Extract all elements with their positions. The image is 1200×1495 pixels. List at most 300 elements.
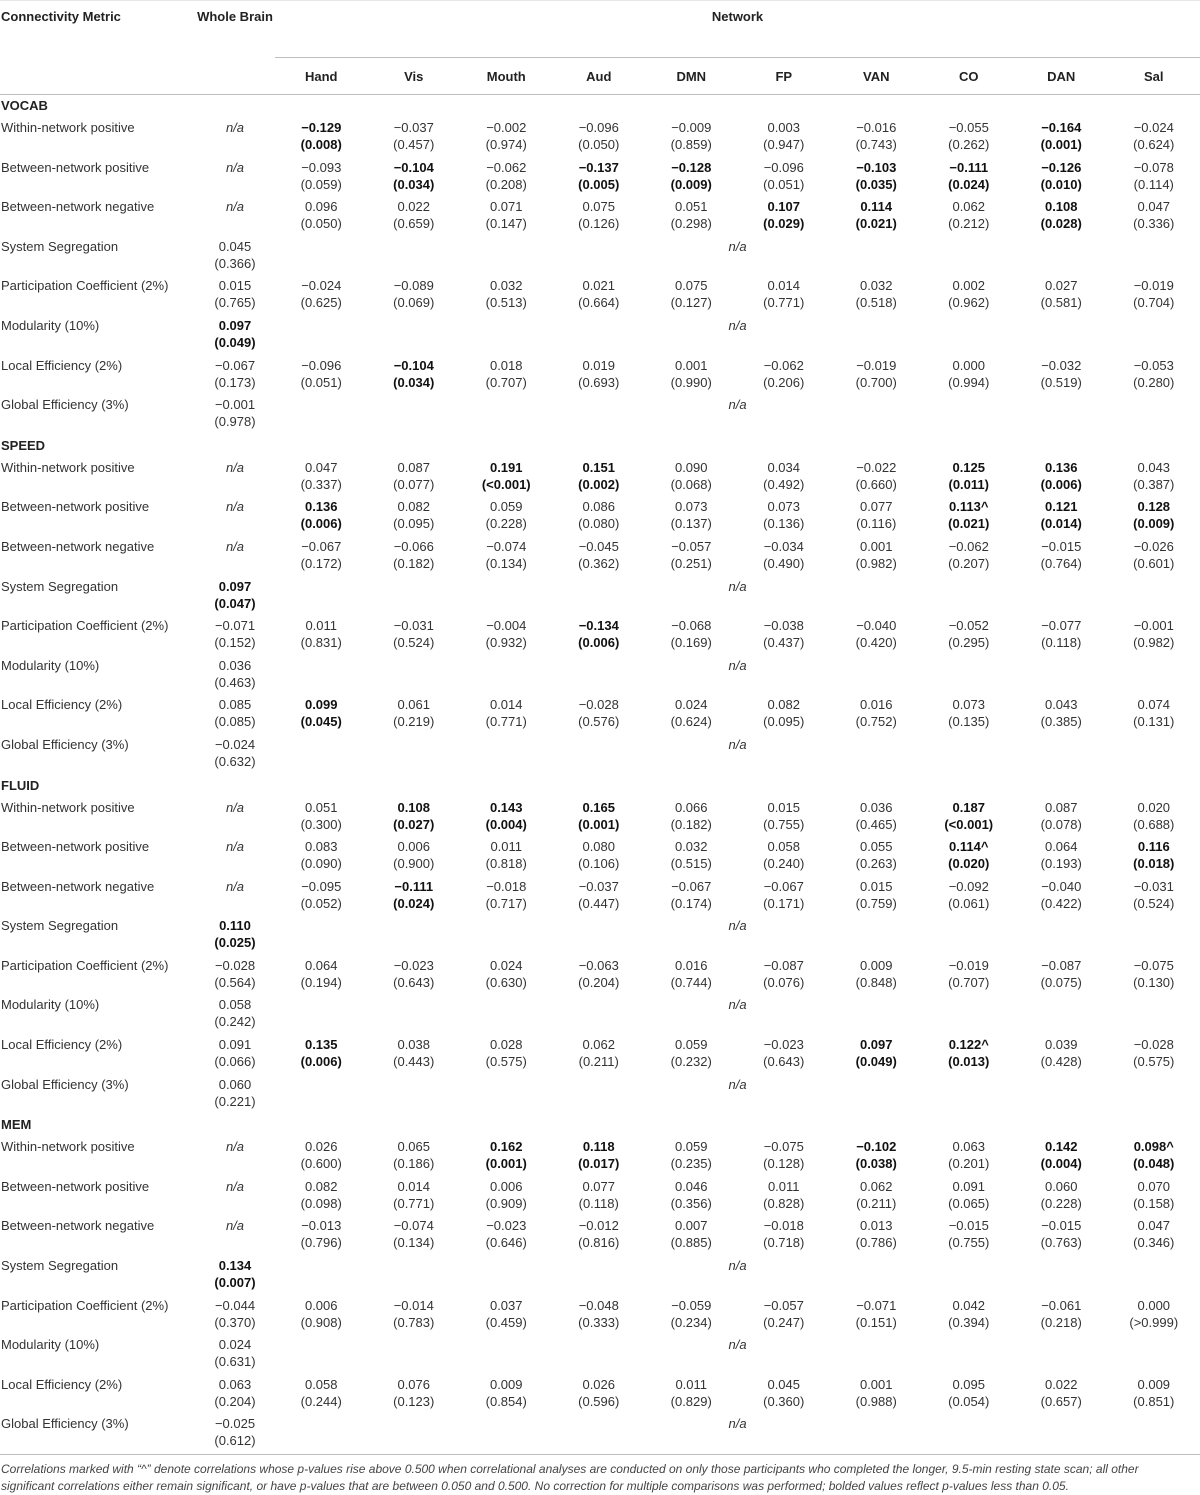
p-value: (0.116) [830,515,923,532]
correlation-value: −0.062 [923,538,1016,555]
correlation-value: 0.000 [923,357,1016,374]
p-value: (0.443) [368,1053,461,1070]
correlation-value: 0.011 [460,838,553,855]
p-value: (0.693) [553,374,646,391]
network-cell-hand [275,158,368,198]
p-value: (0.006) [275,1053,368,1070]
correlation-value: 0.075 [645,277,738,294]
correlation-value: −0.015 [1015,538,1108,555]
p-value: (0.513) [460,294,553,311]
network-cell-dmn [645,118,738,158]
section-title: FLUID [0,775,1200,798]
correlation-value: 0.026 [553,1376,646,1393]
correlation-value: 0.162 [460,1138,553,1155]
p-value: (0.978) [195,413,275,430]
p-value: (0.831) [275,634,368,651]
p-value: (0.137) [645,515,738,532]
network-cell-fp [738,276,831,316]
network-cell-dan [1015,1216,1108,1256]
correlation-value: 0.009 [1108,1376,1200,1393]
p-value: (0.242) [195,1013,275,1030]
network-cell-aud [553,497,646,537]
whole-brain-cell [195,735,275,775]
metric-label: Within-network positive [0,1137,195,1177]
p-value: (0.006) [1015,476,1108,493]
network-cell-sal [1108,197,1200,237]
correlation-value: −0.134 [553,617,646,634]
p-value: (0.247) [738,1314,831,1331]
whole-brain-cell [195,956,275,996]
p-value: (0.295) [923,634,1016,651]
p-value: (0.463) [195,674,275,691]
network-cell-vis [368,497,461,537]
whole-brain-cell [195,316,275,356]
network-cell-dan [1015,1296,1108,1336]
correlation-value: −0.129 [275,119,368,136]
correlation-value: 0.096 [275,198,368,215]
p-value: (0.173) [195,374,275,391]
p-value: (0.090) [275,855,368,872]
network-cell-mouth [460,1137,553,1177]
table-row [0,1414,1200,1454]
network-cell-dmn [645,458,738,498]
network-cell-aud [553,1375,646,1415]
correlation-value: 0.011 [645,1376,738,1393]
network-cell-co [923,158,1016,198]
p-value: (0.816) [553,1234,646,1251]
table-row [0,1375,1200,1415]
correlation-value: 0.014 [738,277,831,294]
table-row [0,577,1200,617]
table-row [0,1216,1200,1256]
network-cell-dmn [645,798,738,838]
network-cell-fp [738,956,831,996]
correlation-value: −0.040 [830,617,923,634]
header-network-van: VAN [830,58,923,95]
network-cell-co [923,497,1016,537]
correlation-value: 0.037 [460,1297,553,1314]
network-cell-mouth [460,537,553,577]
correlation-value: 0.082 [738,696,831,713]
correlation-value: −0.026 [1108,538,1200,555]
correlation-value: −0.087 [738,957,831,974]
network-cell-van [830,798,923,838]
network-cell-fp [738,158,831,198]
correlation-value: −0.052 [923,617,1016,634]
table-footnote: Correlations marked with “^” denote correlations whose p-values rise above 0.500 when correlational analyses are conducted on only those participants who completed the longer, 9.5-min resting state scan; all other significant correlations either remain significant, or have p-values that are between 0.050 and 0.500. No correction for multiple comparisons was performed; bolded values reflect p-values less than 0.05. [0,1455,1191,1495]
correlation-value: −0.024 [195,736,275,753]
network-cell-mouth [460,158,553,198]
network-cell-sal [1108,118,1200,158]
network-cell-dmn [645,695,738,735]
correlation-value: 0.028 [460,1036,553,1053]
p-value: (0.657) [1015,1393,1108,1410]
table-row [0,1177,1200,1217]
correlation-value: −0.028 [553,696,646,713]
network-cell-fp [738,497,831,537]
network-cell-vis [368,537,461,577]
network-cell-fp [738,1216,831,1256]
p-value: (0.688) [1108,816,1200,833]
correlation-value: 0.009 [830,957,923,974]
p-value: (0.171) [738,895,831,912]
network-cell-co [923,118,1016,158]
correlation-value: −0.071 [195,617,275,634]
network-cell-van [830,1296,923,1336]
p-value: (0.186) [368,1155,461,1172]
network-cell-mouth [460,1216,553,1256]
correlation-value: −0.019 [830,357,923,374]
correlation-value: 0.151 [553,459,646,476]
correlation-value: 0.058 [195,996,275,1013]
p-value: (0.024) [368,895,461,912]
table-row [0,158,1200,198]
whole-brain-cell [195,1075,275,1115]
metric-label: Within-network positive [0,118,195,158]
network-na-cell: n/a [275,1414,1200,1454]
network-cell-co [923,1137,1016,1177]
table-row [0,1256,1200,1296]
p-value: (0.006) [275,515,368,532]
correlation-value: 0.047 [275,459,368,476]
network-cell-mouth [460,1296,553,1336]
p-value: (0.300) [275,816,368,833]
table-body [0,95,1200,1455]
network-cell-van [830,356,923,396]
network-cell-fp [738,798,831,838]
metric-label: Participation Coefficient (2%) [0,956,195,996]
metric-label: Modularity (10%) [0,656,195,696]
correlation-value: 0.086 [553,498,646,515]
correlation-value: −0.022 [830,459,923,476]
correlation-value: −0.104 [368,357,461,374]
correlation-value: −0.004 [460,617,553,634]
p-value: (0.020) [923,855,1016,872]
whole-brain-cell [195,356,275,396]
network-cell-sal [1108,458,1200,498]
network-cell-hand [275,695,368,735]
network-cell-aud [553,458,646,498]
p-value: (0.182) [368,555,461,572]
correlation-value: 0.114 [830,198,923,215]
correlation-value: 0.062 [830,1178,923,1195]
network-cell-mouth [460,1035,553,1075]
header-network-dan: DAN [1015,58,1108,95]
network-cell-co [923,956,1016,996]
metric-label: Local Efficiency (2%) [0,356,195,396]
p-value: (0.854) [460,1393,553,1410]
p-value: (0.009) [1108,515,1200,532]
p-value: (0.625) [275,294,368,311]
correlation-value: 0.091 [923,1178,1016,1195]
correlation-value: 0.062 [923,198,1016,215]
correlation-value: 0.110 [195,917,275,934]
network-cell-co [923,695,1016,735]
p-value: (0.982) [1108,634,1200,651]
network-cell-dan [1015,1375,1108,1415]
p-value: (0.664) [553,294,646,311]
correlation-value: −0.044 [195,1297,275,1314]
network-cell-aud [553,118,646,158]
whole-brain-cell: n/a [195,1216,275,1256]
correlation-value: −0.087 [1015,957,1108,974]
correlation-value: 0.091 [195,1036,275,1053]
p-value: (0.118) [553,1195,646,1212]
whole-brain-cell [195,1296,275,1336]
p-value: (0.962) [923,294,1016,311]
p-value: (0.077) [368,476,461,493]
p-value: (0.518) [830,294,923,311]
correlation-value: −0.002 [460,119,553,136]
network-na-cell: n/a [275,1075,1200,1115]
p-value: (0.333) [553,1314,646,1331]
p-value: (0.095) [738,713,831,730]
p-value: (0.437) [738,634,831,651]
correlation-value: −0.019 [923,957,1016,974]
section-row-mem [0,1114,1200,1137]
correlation-value: 0.059 [645,1036,738,1053]
network-cell-vis [368,1035,461,1075]
correlation-value: 0.060 [195,1076,275,1093]
correlation-value: 0.000 [1108,1297,1200,1314]
p-value: (0.600) [275,1155,368,1172]
correlation-value: 0.015 [738,799,831,816]
correlation-value: 0.063 [195,1376,275,1393]
network-cell-dmn [645,497,738,537]
metric-label: Participation Coefficient (2%) [0,616,195,656]
p-value: (<0.001) [923,816,1016,833]
correlation-value: −0.071 [830,1297,923,1314]
metric-label: Between-network negative [0,877,195,917]
network-na-cell: n/a [275,1335,1200,1375]
p-value: (0.013) [923,1053,1016,1070]
p-value: (0.771) [460,713,553,730]
network-cell-sal [1108,158,1200,198]
network-cell-vis [368,197,461,237]
correlation-value: 0.090 [645,459,738,476]
p-value: (0.457) [368,136,461,153]
table-row [0,695,1200,735]
header-network-sal: Sal [1108,58,1200,95]
network-cell-dmn [645,837,738,877]
network-cell-aud [553,1216,646,1256]
network-cell-dmn [645,1177,738,1217]
header-network-fp: FP [738,58,831,95]
correlation-value: 0.006 [460,1178,553,1195]
correlation-value: 0.032 [830,277,923,294]
p-value: (0.262) [923,136,1016,153]
p-value: (0.298) [645,215,738,232]
network-cell-aud [553,158,646,198]
whole-brain-cell [195,616,275,656]
metric-label: Modularity (10%) [0,995,195,1035]
network-cell-mouth [460,497,553,537]
correlation-value: −0.013 [275,1217,368,1234]
correlation-value: 0.136 [1015,459,1108,476]
p-value: (0.263) [830,855,923,872]
network-cell-van [830,537,923,577]
p-value: (0.076) [738,974,831,991]
p-value: (0.575) [460,1053,553,1070]
network-cell-sal [1108,276,1200,316]
p-value: (0.069) [368,294,461,311]
p-value: (0.211) [553,1053,646,1070]
p-value: (0.717) [460,895,553,912]
p-value: (0.704) [1108,294,1200,311]
p-value: (0.001) [1015,136,1108,153]
correlation-value: 0.055 [830,838,923,855]
correlation-value: −0.009 [645,119,738,136]
network-cell-aud [553,276,646,316]
p-value: (0.765) [195,294,275,311]
p-value: (0.047) [195,595,275,612]
table-row [0,458,1200,498]
whole-brain-cell: n/a [195,497,275,537]
whole-brain-cell [195,395,275,435]
table-row [0,916,1200,956]
correlation-value: 0.076 [368,1376,461,1393]
correlation-value: −0.059 [645,1297,738,1314]
metric-label: Within-network positive [0,798,195,838]
whole-brain-cell: n/a [195,877,275,917]
correlation-value: −0.001 [1108,617,1200,634]
network-cell-dmn [645,356,738,396]
network-cell-dan [1015,458,1108,498]
metric-label: System Segregation [0,916,195,956]
p-value: (0.576) [553,713,646,730]
correlation-value: 0.191 [460,459,553,476]
p-value: (0.771) [368,1195,461,1212]
network-cell-van [830,276,923,316]
p-value: (0.075) [1015,974,1108,991]
network-cell-fp [738,118,831,158]
correlation-value: −0.031 [368,617,461,634]
section-title: VOCAB [0,95,1200,119]
p-value: (0.851) [1108,1393,1200,1410]
whole-brain-cell [195,276,275,316]
network-cell-fp [738,877,831,917]
p-value: (0.007) [195,1274,275,1291]
network-cell-van [830,158,923,198]
p-value: (0.151) [830,1314,923,1331]
metric-label: Modularity (10%) [0,1335,195,1375]
network-cell-van [830,1375,923,1415]
p-value: (0.204) [195,1393,275,1410]
p-value: (0.228) [1015,1195,1108,1212]
p-value: (0.001) [553,816,646,833]
correlation-value: 0.046 [645,1178,738,1195]
network-cell-aud [553,1035,646,1075]
network-cell-aud [553,877,646,917]
network-cell-dan [1015,356,1108,396]
p-value: (0.994) [923,374,1016,391]
p-value: (0.974) [460,136,553,153]
whole-brain-cell: n/a [195,158,275,198]
correlation-value: −0.001 [195,396,275,413]
correlation-value: 0.070 [1108,1178,1200,1195]
network-cell-sal [1108,1177,1200,1217]
header-connectivity-metric: Connectivity Metric [0,1,195,58]
header-network: Network [275,1,1200,58]
correlation-value: −0.111 [368,878,461,895]
p-value: (0.631) [195,1353,275,1370]
p-value: (0.755) [923,1234,1016,1251]
correlation-value: 0.032 [460,277,553,294]
correlation-value: −0.032 [1015,357,1108,374]
p-value: (0.172) [275,555,368,572]
correlation-value: −0.075 [738,1138,831,1155]
network-cell-vis [368,956,461,996]
section-title: SPEED [0,435,1200,458]
p-value: (0.021) [923,515,1016,532]
table-row [0,616,1200,656]
p-value: (0.051) [275,374,368,391]
network-cell-mouth [460,798,553,838]
correlation-value: −0.023 [368,957,461,974]
correlation-value: 0.082 [368,498,461,515]
network-cell-dan [1015,497,1108,537]
metric-label: Global Efficiency (3%) [0,1075,195,1115]
network-cell-vis [368,458,461,498]
correlation-value: −0.038 [738,617,831,634]
correlation-value: −0.137 [553,159,646,176]
network-cell-co [923,798,1016,838]
whole-brain-cell: n/a [195,197,275,237]
correlation-value: 0.026 [275,1138,368,1155]
network-cell-co [923,1035,1016,1075]
p-value: (0.001) [460,1155,553,1172]
p-value: (0.240) [738,855,831,872]
p-value: (0.194) [275,974,368,991]
p-value: (0.136) [738,515,831,532]
p-value: (0.356) [645,1195,738,1212]
p-value: (0.035) [830,176,923,193]
p-value: (0.612) [195,1432,275,1449]
p-value: (0.147) [460,215,553,232]
correlation-value: −0.055 [923,119,1016,136]
correlation-value: 0.042 [923,1297,1016,1314]
correlation-value: −0.014 [368,1297,461,1314]
network-cell-van [830,837,923,877]
network-cell-sal [1108,537,1200,577]
table-row [0,995,1200,1035]
p-value: (0.859) [645,136,738,153]
metric-label: Local Efficiency (2%) [0,1035,195,1075]
correlation-value: −0.096 [553,119,646,136]
p-value: (0.232) [645,1053,738,1070]
correlation-value: 0.024 [195,1336,275,1353]
p-value: (0.038) [830,1155,923,1172]
correlation-value: 0.080 [553,838,646,855]
correlation-value: 0.001 [830,1376,923,1393]
p-value: (0.002) [553,476,646,493]
p-value: (0.048) [1108,1155,1200,1172]
p-value: (0.796) [275,1234,368,1251]
correlation-value: 0.011 [738,1178,831,1195]
correlation-value: 0.043 [1108,459,1200,476]
p-value: (0.027) [368,816,461,833]
network-cell-sal [1108,1216,1200,1256]
network-cell-fp [738,837,831,877]
network-cell-dan [1015,118,1108,158]
whole-brain-cell: n/a [195,1137,275,1177]
network-cell-vis [368,356,461,396]
correlation-value: −0.034 [738,538,831,555]
correlation-value: −0.062 [738,357,831,374]
network-cell-dmn [645,1137,738,1177]
p-value: (0.025) [195,934,275,951]
p-value: (0.428) [1015,1053,1108,1070]
